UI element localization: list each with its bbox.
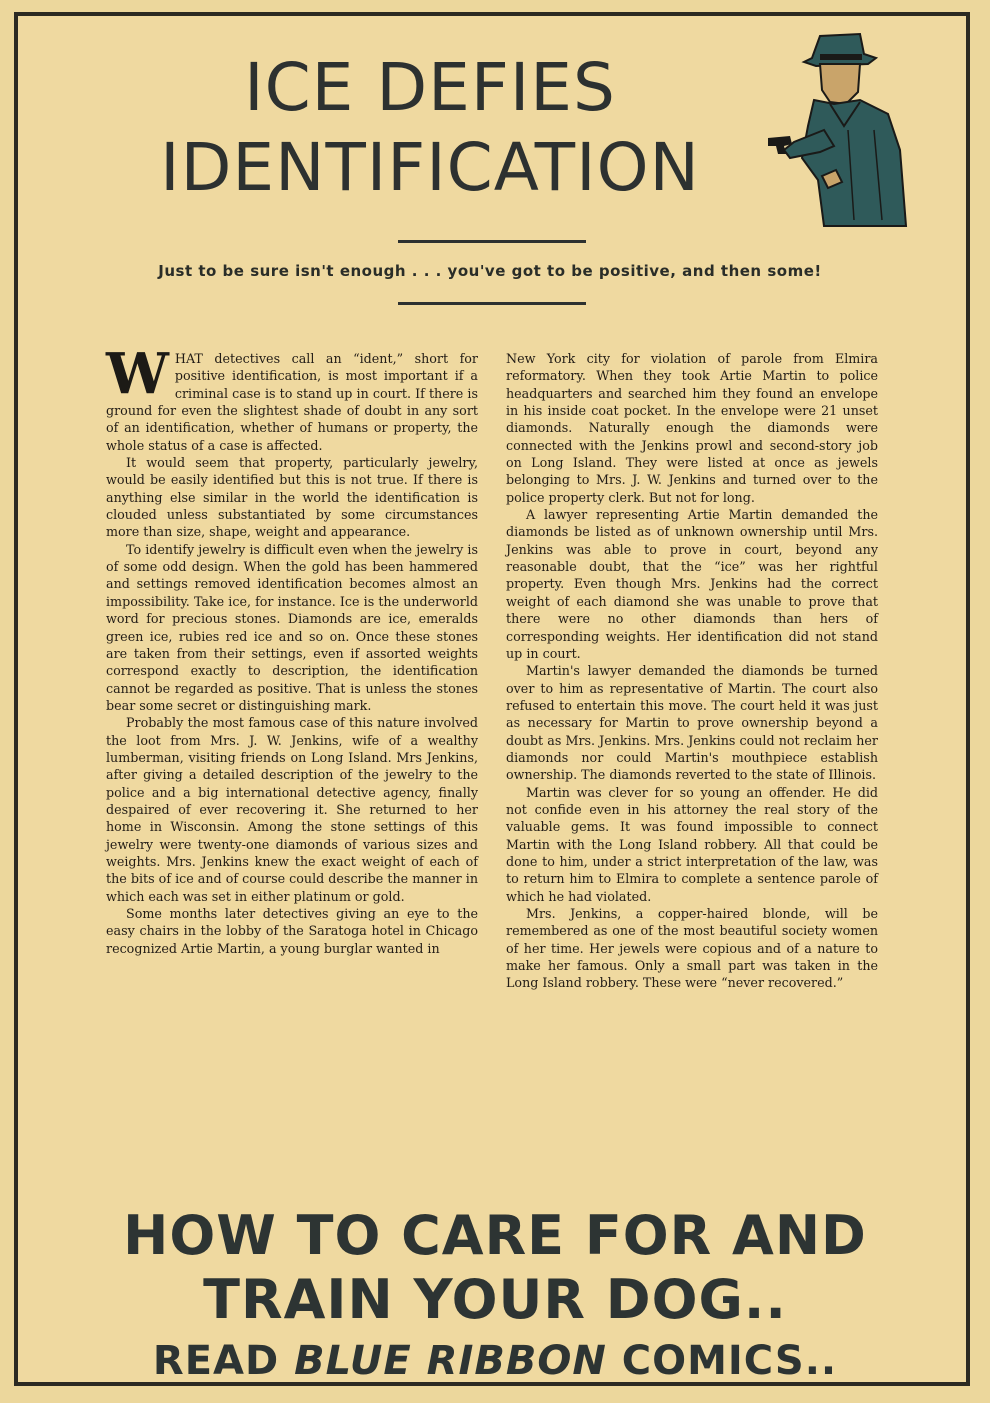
advert-read: READ xyxy=(152,1338,280,1384)
paragraph-3: To identify jewelry is difficult even when the jewelry is of some odd design. When the gold has been hammered and settings removed identification becomes almost an impossibility. Take ice, for instance. Ice is the underworld word for precious stones. Diamonds are ice, emeralds green ice, rubies red ice and so on. Once these stones are taken from their settings, even if assorted weights correspond exactly to description, the identification cannot be regarded as positive. That is unless the stones bear some secret or distinguishing mark. xyxy=(106,541,478,713)
advert-comics: COMICS.. xyxy=(621,1338,838,1384)
paragraph-8: Martin's lawyer demanded the diamonds be turned over to him as representative of Martin. The court also refused to entertain this move. The court held it was just as necessary for Martin to prove ownership beyond a doubt as Mrs. Jenkins. Mrs. Jenkins could not reclaim her diamonds nor could Martin's mouthpiece establish ownership. The diamonds reverted to the state of Illinois. xyxy=(506,663,878,783)
paragraph-1-text: HAT detectives call an “ident,” short for positive identification, is most important if a criminal case is to stand up in court. If there is ground for even the slightest shade of doubt in any sort of an identification, whether of humans or property, the whole status of a case is affected. xyxy=(106,351,478,453)
paragraph-9: Martin was clever for so young an offender. He did not confide even in his attorney the real story of the valuable gems. It was found impossible to connect Martin with the Long Island robbery. All that could be done to him, under a strict interpretation of the law, was to return him to Elmira to complete a sentence parole of which he had violated. xyxy=(506,784,878,904)
paragraph-5: Some months later detectives giving an eye to the easy chairs in the lobby of the Saratoga hotel in Chicago recognized Artie Martin, a young burglar wanted in xyxy=(106,906,478,956)
advert-line-2: TRAIN YOUR DOG.. xyxy=(203,1268,787,1331)
detective-face xyxy=(820,64,860,104)
paragraph-4: Probably the most famous case of this nature involved the loot from Mrs. J. W. Jenkins, wife of a wealthy lumberman, visiting friends on Long Island. Mrs Jenkins, after giving a detailed description of the jewelry to the police and a big international detective agency, finally despaired of ever recovering it. She returned to her home in Wisconsin. Among the stone settings of this jewelry were twenty-one diamonds of various sizes and weights. Mrs. Jenkins knew the exact weight of each of the bits of ice and of course could describe the manner in which each was set in either platinum or gold. xyxy=(106,715,478,904)
paragraph-10: Mrs. Jenkins, a copper-haired blonde, will be remembered as one of the most beautiful society women of her time. Her jewels were copious and of a nature to make her famous. Only a small part was taken in the Long Island robbery. These were “never recovered.” xyxy=(506,906,878,991)
title-line-1: ICE DEFIES xyxy=(244,49,616,126)
title-line-2: IDENTIFICATION xyxy=(160,129,700,206)
article-subtitle: Just to be sure isn't enough . . . you've got to be positive, and then some! xyxy=(158,262,822,280)
paragraph-1 xyxy=(106,341,478,454)
article-column-left xyxy=(106,341,478,957)
advert-comic-title: BLUE RIBBON xyxy=(294,1338,607,1384)
title-divider-bottom xyxy=(398,302,586,305)
detective-hat xyxy=(804,34,876,66)
paragraph-6: New York city for violation of parole from Elmira reformatory. When they took Artie Martin to police headquarters and searched him they found an envelope in his inside coat pocket. In the envelope were 21 unset diamonds. Naturally enough the diamonds were connected with the Jenkins prowl and second-story job on Long Island. They were listed at once as jewels belonging to Mrs. J. W. Jenkins and turned over to the police property clerk. But not for long. xyxy=(506,351,878,505)
detective-illustration xyxy=(764,30,924,230)
paragraph-7: A lawyer representing Artie Martin demanded the diamonds be listed as of unknown ownership until Mrs. Jenkins was able to prove in court, beyond any reasonable doubt, that the “ice” was her rightful property. Even though Mrs. Jenkins had the correct weight of each diamond she was unable to prove that there were no other diamonds than hers of corresponding weights. Her identification did not stand up in court. xyxy=(506,507,878,661)
advert-line-3 xyxy=(40,1338,950,1384)
article-column-right xyxy=(506,350,878,992)
title-divider-top xyxy=(398,240,586,243)
detective-coat xyxy=(802,100,906,226)
drop-cap: W xyxy=(106,341,169,407)
paragraph-2: It would seem that property, particularly jewelry, would be easily identified but this is not true. If there is anything else similar in the world the identification is clouded unless substantiated by some circumstances more than size, shape, weight and appearance. xyxy=(106,455,478,540)
advert-line-1: HOW TO CARE FOR AND xyxy=(123,1204,867,1267)
article-title xyxy=(120,48,740,208)
